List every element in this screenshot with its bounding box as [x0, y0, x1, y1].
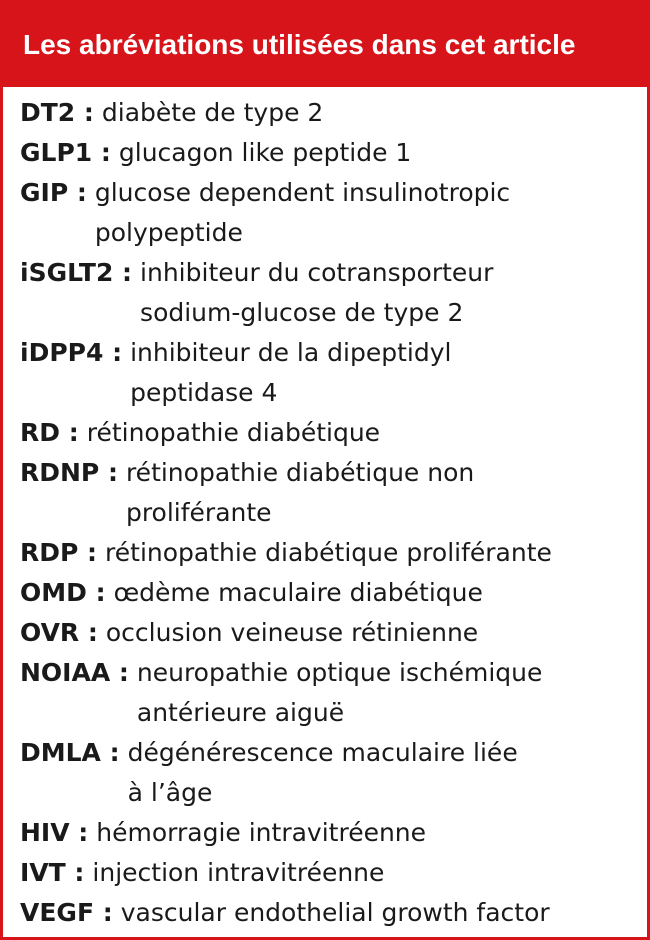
- abbreviation-definition: inhibiteur de la dipeptidyl peptidase 4: [130, 338, 452, 407]
- abbreviation-definition: glucose dependent insulinotropic polypeptide: [94, 178, 511, 247]
- abbreviation-entry-isglt2: [20, 253, 647, 333]
- abbreviation-definition: injection intravitréenne: [92, 858, 385, 887]
- abbreviation-entry-omd: [20, 573, 647, 613]
- abbreviation-entry-rdp: [20, 533, 647, 573]
- abbreviation-term: IVT :: [20, 858, 85, 887]
- abbreviation-entry-rd: [20, 413, 647, 453]
- abbreviation-definition: rétinopathie diabétique: [86, 418, 381, 447]
- abbreviation-entry-dmla: [20, 733, 647, 813]
- abbreviation-term: OMD :: [20, 578, 106, 607]
- abbreviation-list: [3, 87, 647, 933]
- abbreviation-term: RDNP :: [20, 458, 118, 487]
- box-title: Les abréviations utilisées dans cet article: [3, 3, 647, 87]
- abbreviation-definition: diabète de type 2: [101, 98, 324, 127]
- abbreviation-entry-gip: [20, 173, 647, 253]
- abbreviation-definition: glucagon like peptide 1: [118, 138, 412, 167]
- abbreviation-entry-noiaa: [20, 653, 647, 733]
- abbreviation-term: GIP :: [20, 178, 87, 207]
- abbreviation-definition: dégénérescence maculaire liée à l’âge: [127, 738, 518, 807]
- abbreviation-definition: occlusion veineuse rétinienne: [105, 618, 479, 647]
- abbreviation-term: OVR :: [20, 618, 98, 647]
- abbreviation-definition: hémorragie intravitréenne: [96, 818, 427, 847]
- abbreviation-term: GLP1 :: [20, 138, 111, 167]
- abbreviation-term: RDP :: [20, 538, 98, 567]
- abbreviation-definition: rétinopathie diabétique proliférante: [105, 538, 552, 567]
- abbreviation-entry-glp1: [20, 133, 647, 173]
- abbreviation-term: iSGLT2 :: [20, 258, 133, 287]
- abbreviation-definition: rétinopathie diabétique non proliférante: [125, 458, 475, 527]
- abbreviation-entry-ovr: [20, 613, 647, 653]
- abbreviation-entry-rdnp: [20, 453, 647, 533]
- abbreviation-term: VEGF :: [20, 898, 113, 927]
- abbreviation-term: iDPP4 :: [20, 338, 123, 367]
- abbreviation-entry-dt2: [20, 93, 647, 133]
- abbreviation-definition: inhibiteur du cotransporteur sodium-glucose de type 2: [140, 258, 494, 327]
- abbreviation-term: RD :: [20, 418, 79, 447]
- abbreviation-entry-vegf: [20, 893, 647, 933]
- abbreviation-definition: œdème maculaire diabétique: [113, 578, 483, 607]
- abbreviation-term: NOIAA :: [20, 658, 129, 687]
- abbreviation-entry-ivt: [20, 853, 647, 893]
- abbreviation-entry-idpp4: [20, 333, 647, 413]
- abbreviation-term: DMLA :: [20, 738, 120, 767]
- abbreviation-definition: vascular endothelial growth factor: [120, 898, 550, 927]
- abbreviation-definition: neuropathie optique ischémique antérieure aiguë: [136, 658, 543, 727]
- abbreviation-term: HIV :: [20, 818, 89, 847]
- abbreviation-term: DT2 :: [20, 98, 94, 127]
- abbreviation-entry-hiv: [20, 813, 647, 853]
